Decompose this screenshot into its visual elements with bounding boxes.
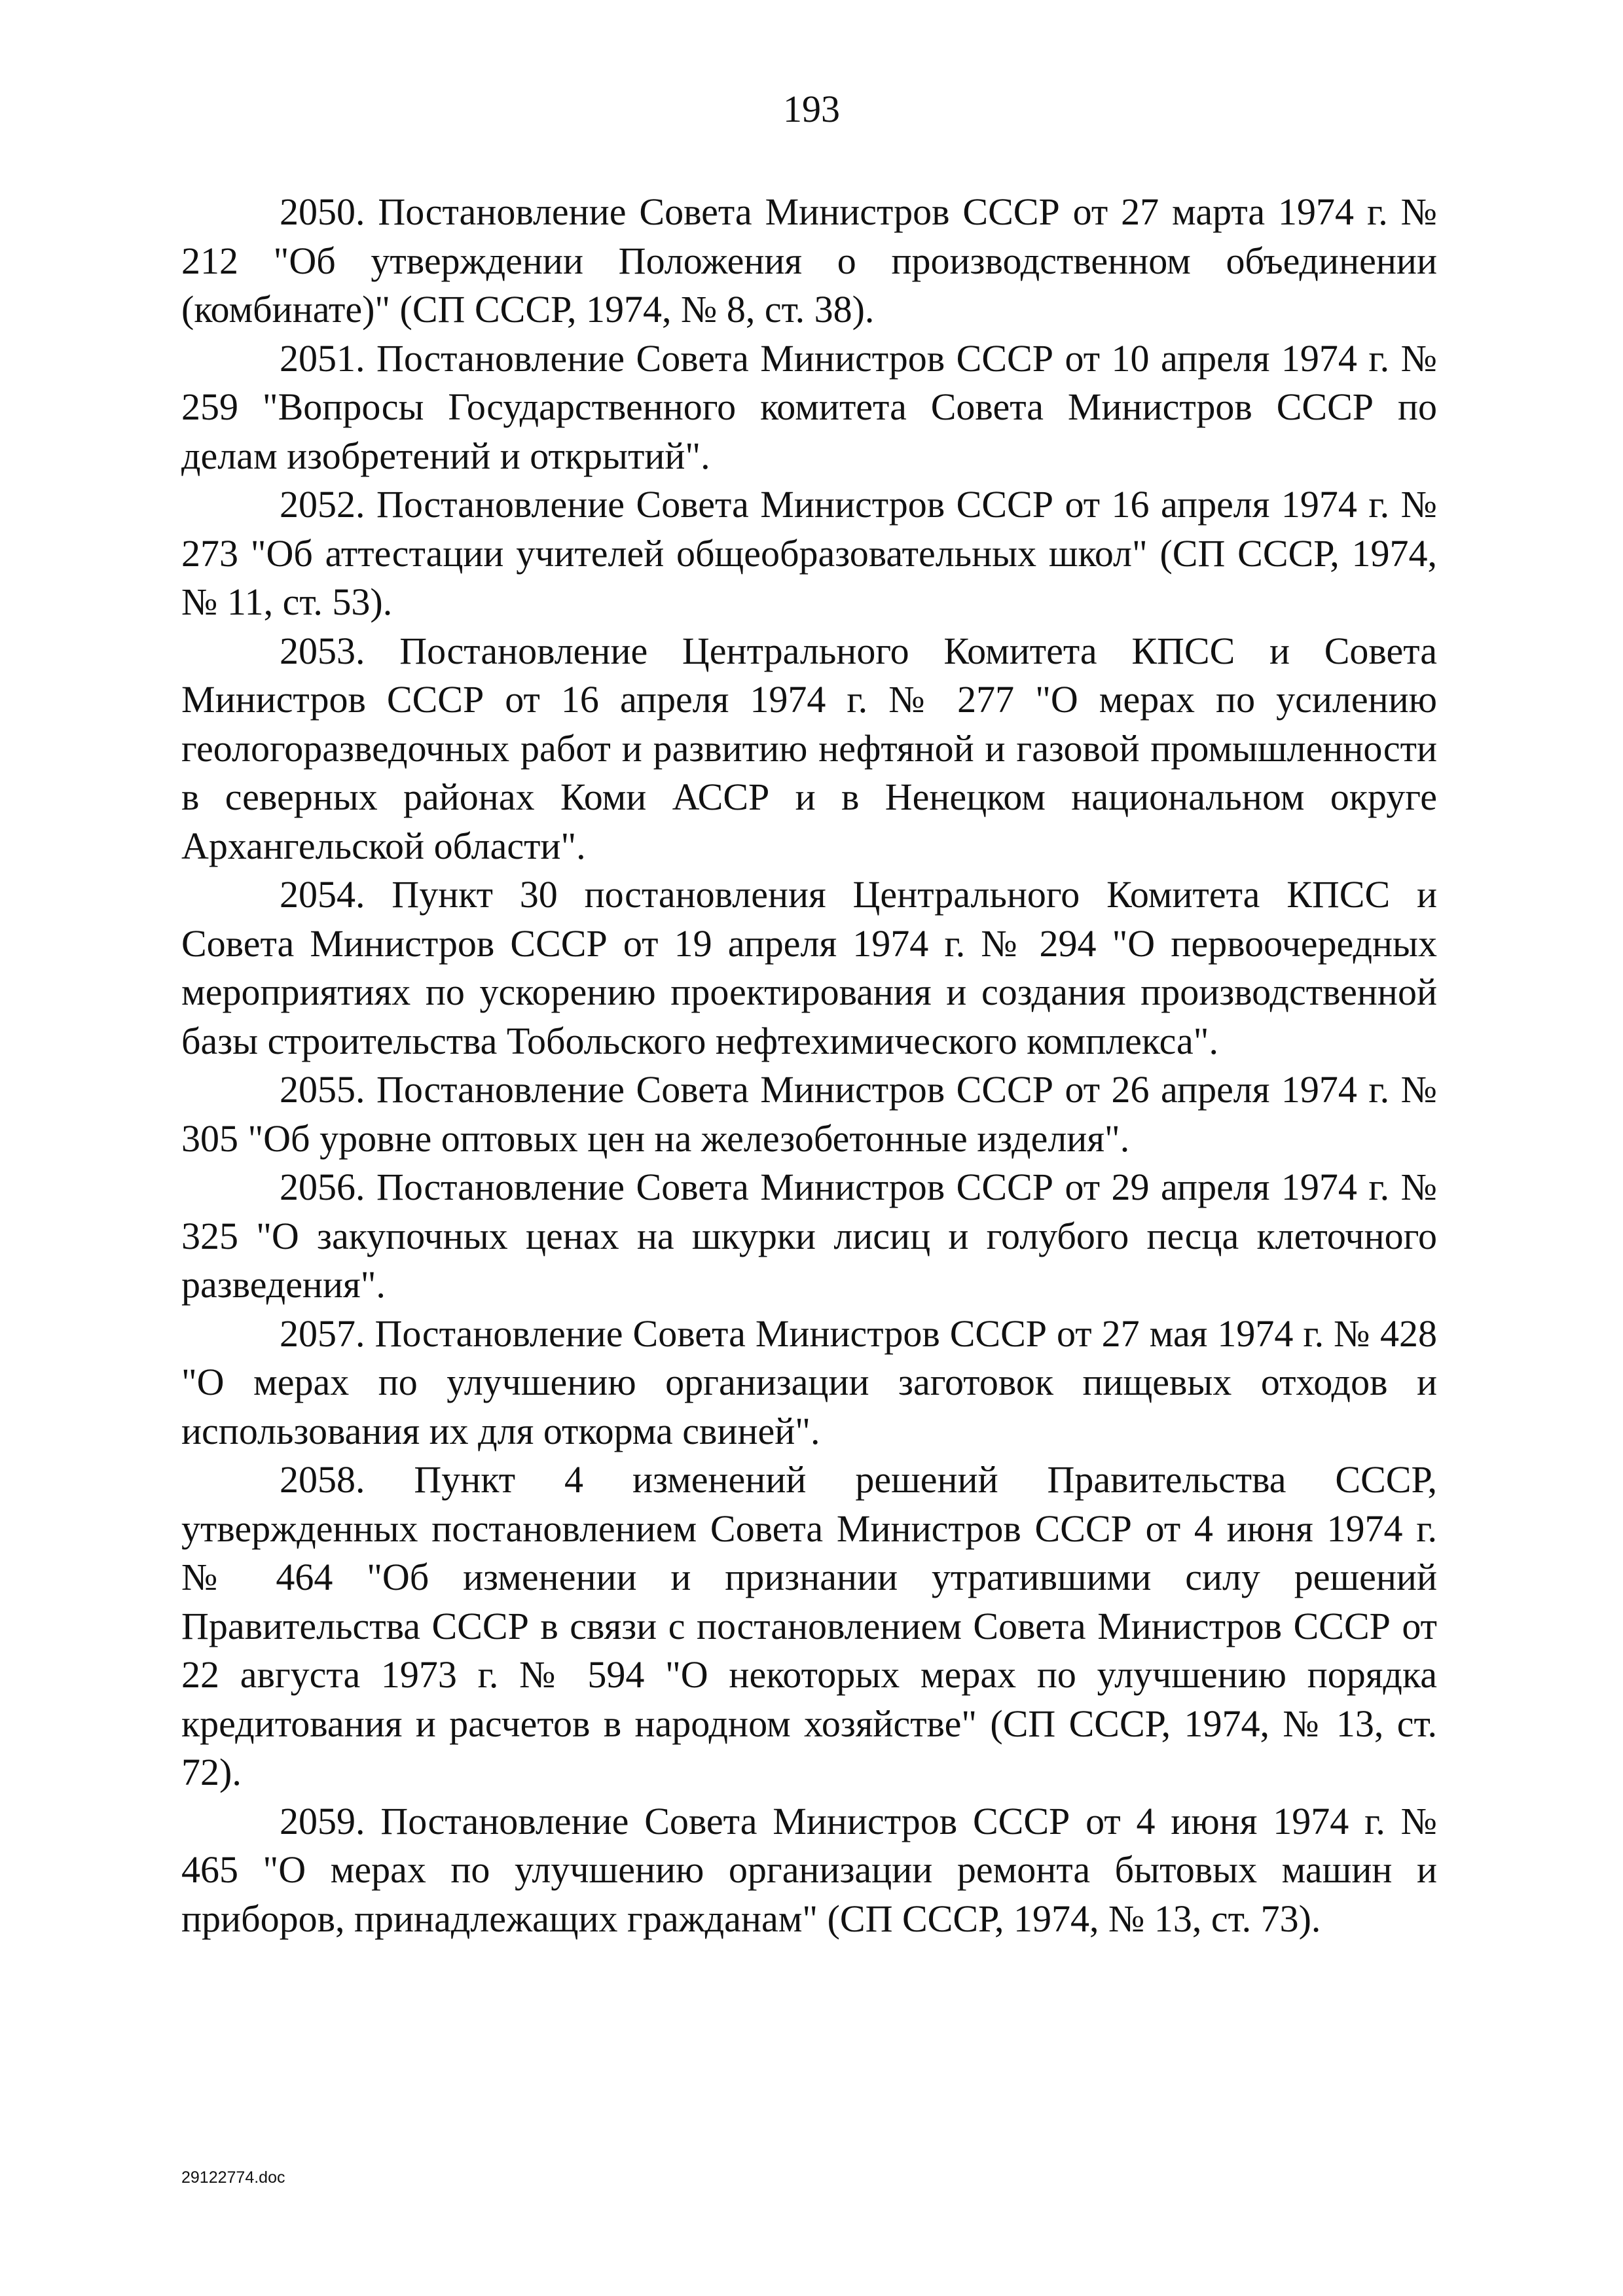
entry-2050: 2050. Постановление Совета Министров СССР от 27 марта 1974 г. № 212 "Об утверждении Положения о производственном объединении (комбинате)" (СП СССР, 1974, № 8, ст. 38). <box>181 190 1437 331</box>
entry-2059: 2059. Постановление Совета Министров СССР от 4 июня 1974 г. № 465 "О мерах по улучшению организации ремонта бытовых машин и приборов, принадлежащих гражданам" (СП СССР, 1974, № 13, ст. 73). <box>181 1799 1437 1940</box>
entry-2053: 2053. Постановление Центрального Комитета КПСС и Совета Министров СССР от 16 апреля 1974 г. № 277 "О мерах по усилению геологоразведочных работ и развитию нефтяной и газовой промышленности в северных районах Коми АССР и в Ненецком национальном округе Архангельской области". <box>181 629 1437 867</box>
document-id: 29122774.doc <box>181 2168 285 2187</box>
entry-2058: 2058. Пункт 4 изменений решений Правительства СССР, утвержденных постановлением Совета Министров СССР от 4 июня 1974 г. № 464 "Об изменении и признании утратившими силу решений Правительства СССР в связи с постановлением Совета Министров СССР от 22 августа 1973 г. № 594 "О некоторых мерах по улучшению порядка кредитования и расчетов в народном хозяйстве" (СП СССР, 1974, № 13, ст. 72). <box>181 1458 1437 1793</box>
entry-2056: 2056. Постановление Совета Министров СССР от 29 апреля 1974 г. № 325 "О закупочных ценах на шкурки лисиц и голубого песца клеточного разведения". <box>181 1166 1437 1306</box>
entry-2057: 2057. Постановление Совета Министров СССР от 27 мая 1974 г. № 428 "О мерах по улучшению организации заготовок пищевых отходов и использования их для откорма свиней". <box>181 1312 1437 1452</box>
entry-2052: 2052. Постановление Совета Министров СССР от 16 апреля 1974 г. № 273 "Об аттестации учителей общеобразовательных школ" (СП СССР, 1974, № 11, ст. 53). <box>181 483 1437 623</box>
entry-2055: 2055. Постановление Совета Министров СССР от 26 апреля 1974 г. № 305 "Об уровне оптовых цен на железобетонные изделия". <box>181 1068 1437 1160</box>
entry-2051: 2051. Постановление Совета Министров СССР от 10 апреля 1974 г. № 259 "Вопросы Государственного комитета Совета Министров СССР по делам изобретений и открытий". <box>181 336 1437 477</box>
entry-2054: 2054. Пункт 30 постановления Центрального Комитета КПСС и Совета Министров СССР от 19 апреля 1974 г. № 294 "О первоочередных мероприятиях по ускорению проектирования и создания производственной базы строительства Тобольского нефтехимического комплекса". <box>181 873 1437 1062</box>
page-number: 193 <box>783 88 840 130</box>
entries-list <box>181 188 1437 1943</box>
